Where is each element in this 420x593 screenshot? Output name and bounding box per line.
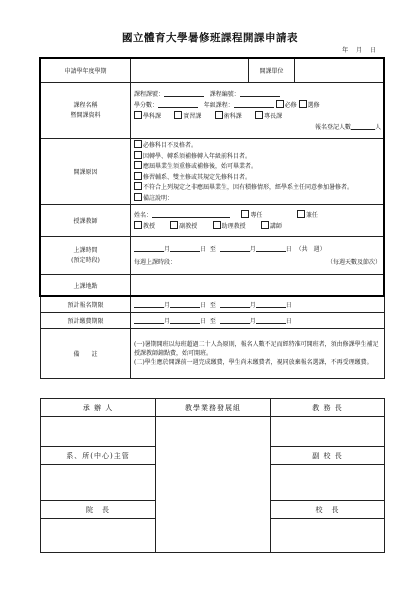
- signature-table: [40, 398, 385, 553]
- rank-checkbox[interactable]: [213, 221, 221, 229]
- remark-label: 備 註: [41, 329, 131, 379]
- reason-checkbox[interactable]: [134, 151, 142, 159]
- day-label: 日: [285, 318, 292, 325]
- rank-checkbox[interactable]: [134, 221, 142, 229]
- signature-box[interactable]: [271, 465, 385, 501]
- elective-checkbox[interactable]: [299, 100, 307, 108]
- academic-year-label: 申請學年度學期: [41, 59, 131, 83]
- fee-end-day[interactable]: [256, 316, 286, 324]
- month-label: 月: [249, 246, 256, 253]
- rank-label: 副教授: [179, 223, 198, 230]
- reason-checkbox[interactable]: [134, 140, 142, 148]
- subject-type-checkbox[interactable]: [215, 111, 223, 119]
- parttime-checkbox[interactable]: [297, 210, 305, 218]
- subject-type-checkbox[interactable]: [174, 111, 182, 119]
- signature-role: 校 長: [271, 501, 385, 519]
- reason-checkbox[interactable]: [134, 193, 142, 201]
- reason-text: 因轉學、轉系須補修轉入年級前科目者。: [143, 152, 252, 160]
- remark-item: (二)學生應於開課前一週完成繳費，學生尚未繳費者，視同放棄報名選課，不再受理繳費。: [134, 359, 373, 366]
- month-label: 月: [249, 302, 256, 309]
- signature-header: 承 辦 人: [41, 399, 156, 417]
- fee-start-month[interactable]: [134, 316, 164, 324]
- time-label: 上課時間 (預定時段): [41, 237, 131, 275]
- credits-label: 學分數：: [134, 102, 159, 109]
- reason-item: [134, 193, 381, 204]
- subject-type-checkbox[interactable]: [255, 111, 263, 119]
- rank-checkbox[interactable]: [261, 221, 269, 229]
- signup-period-label: 預計報名期限: [41, 297, 131, 313]
- signup-start-month[interactable]: [134, 300, 164, 308]
- reason-cell: [131, 139, 385, 205]
- signup-period-cell: [131, 297, 385, 313]
- weekly-slot-label: 每週上課時段：: [134, 259, 177, 266]
- reason-checkbox[interactable]: [134, 161, 142, 169]
- unit-label: 開課單位: [249, 59, 295, 83]
- teacher-cell: [131, 205, 385, 237]
- reason-text: 必修科目不及格者。: [143, 142, 198, 149]
- day-label: 日: [200, 302, 207, 309]
- rank-label: 助理教授: [221, 223, 246, 230]
- rank-label: 講師: [269, 223, 282, 230]
- reason-item: [134, 140, 381, 151]
- reason-text: 不符合上列規定之非應屆畢業生，因有積修情形，經學系主任同意參加暑修者。: [143, 184, 354, 191]
- signature-role: 副 校 長: [271, 447, 385, 465]
- unit-field[interactable]: [295, 59, 385, 83]
- required-label: 必修: [284, 102, 297, 109]
- signature-box[interactable]: [271, 417, 385, 447]
- reason-item: [134, 161, 381, 172]
- enrolled-label: 報名登記人數: [314, 124, 351, 131]
- date-line: 年 月 日: [342, 47, 376, 54]
- reason-checkbox[interactable]: [134, 172, 142, 180]
- signature-box[interactable]: [41, 417, 156, 447]
- course-number-field[interactable]: [240, 89, 280, 97]
- fee-start-day[interactable]: [170, 316, 200, 324]
- enrolled-field[interactable]: [351, 122, 375, 130]
- weeks-label: （共 週）: [295, 246, 326, 253]
- month-label: 月: [164, 246, 171, 253]
- month-label: 月: [164, 302, 171, 309]
- reason-text: 備註說明：: [143, 194, 174, 202]
- subject-type-checkbox[interactable]: [134, 111, 142, 119]
- parttime-label: 兼任: [305, 212, 318, 219]
- end-month-field[interactable]: [220, 244, 250, 252]
- form-title: 國立體育大學暑修班課程開課申請表: [122, 32, 298, 44]
- subject-type-label: 術科課: [223, 113, 242, 120]
- course-info-cell: [131, 83, 385, 139]
- month-label: 月: [164, 318, 171, 325]
- grade-label: 年級課程：: [203, 102, 234, 109]
- grade-field[interactable]: [234, 100, 274, 108]
- remark-item: (一)暑期開班以每班超過二十人為原則，報名人數不足而經特准可開班者，須由修課學生補足授課教師鐘點費，始可開班。: [134, 341, 379, 357]
- signup-end-day[interactable]: [256, 300, 286, 308]
- signature-box[interactable]: [156, 417, 271, 553]
- teacher-name-field[interactable]: [152, 210, 230, 218]
- elective-label: 選修: [307, 102, 320, 109]
- signup-start-day[interactable]: [170, 300, 200, 308]
- signature-role: 系、所(中心)主管: [41, 447, 156, 465]
- fee-end-month[interactable]: [220, 316, 250, 324]
- course-code-field[interactable]: [164, 89, 204, 97]
- subject-type-label: 實習課: [183, 113, 202, 120]
- fee-period-label: 預計繳費期限: [41, 313, 131, 329]
- reason-item: [134, 151, 381, 162]
- required-checkbox[interactable]: [276, 100, 284, 108]
- subject-type-label: 專長課: [264, 113, 283, 120]
- rank-checkbox[interactable]: [170, 221, 178, 229]
- course-info-label: 課程名稱 暨開課資料: [41, 83, 131, 139]
- reason-item: [134, 172, 381, 183]
- signup-end-month[interactable]: [220, 300, 250, 308]
- reason-text: 應屆畢業生須重修或補修後，始可畢業者。: [143, 163, 258, 170]
- day-label: 日: [285, 246, 292, 253]
- reason-label: 開課原因: [41, 139, 131, 205]
- remark-cell: [131, 329, 385, 379]
- rank-label: 教授: [143, 223, 156, 230]
- location-field[interactable]: [131, 275, 385, 297]
- signature-box[interactable]: [271, 519, 385, 553]
- course-number-label: 課程編號：: [209, 91, 240, 98]
- reason-text: 修習輔系、雙主修或其規定先修科目者。: [143, 173, 252, 181]
- academic-year-field[interactable]: [131, 59, 249, 83]
- signature-role: 院 長: [41, 501, 156, 519]
- signature-box[interactable]: [41, 519, 156, 553]
- location-label: 上課地點: [41, 275, 131, 297]
- reason-item: [134, 182, 381, 193]
- time-cell: [131, 237, 385, 275]
- application-form-table: [40, 58, 385, 379]
- to-label: 至: [209, 302, 216, 309]
- start-month-field[interactable]: [134, 244, 164, 252]
- signature-header: 教 務 長: [271, 399, 385, 417]
- day-label: 日: [200, 246, 207, 253]
- subject-type-label: 學科課: [143, 113, 162, 120]
- signature-header: 教學業務發展組: [156, 399, 271, 417]
- fee-period-cell: [131, 313, 385, 329]
- person-unit: 人: [374, 124, 381, 131]
- fulltime-checkbox[interactable]: [241, 210, 249, 218]
- end-day-field[interactable]: [256, 244, 286, 252]
- credits-field[interactable]: [158, 100, 198, 108]
- to-label: 至: [209, 318, 216, 325]
- course-code-label: 課程課號：: [134, 91, 165, 98]
- reason-checkbox[interactable]: [134, 182, 142, 190]
- teacher-name-label: 姓名：: [134, 212, 153, 219]
- month-label: 月: [249, 318, 256, 325]
- day-label: 日: [285, 302, 292, 309]
- to-label: 至: [209, 246, 216, 253]
- weekly-slot-note: （每週天數及節次）: [326, 259, 381, 266]
- teacher-label: 授課教師: [41, 205, 131, 237]
- start-day-field[interactable]: [170, 244, 200, 252]
- day-label: 日: [200, 318, 207, 325]
- signature-box[interactable]: [41, 465, 156, 501]
- fulltime-label: 專任: [250, 212, 263, 219]
